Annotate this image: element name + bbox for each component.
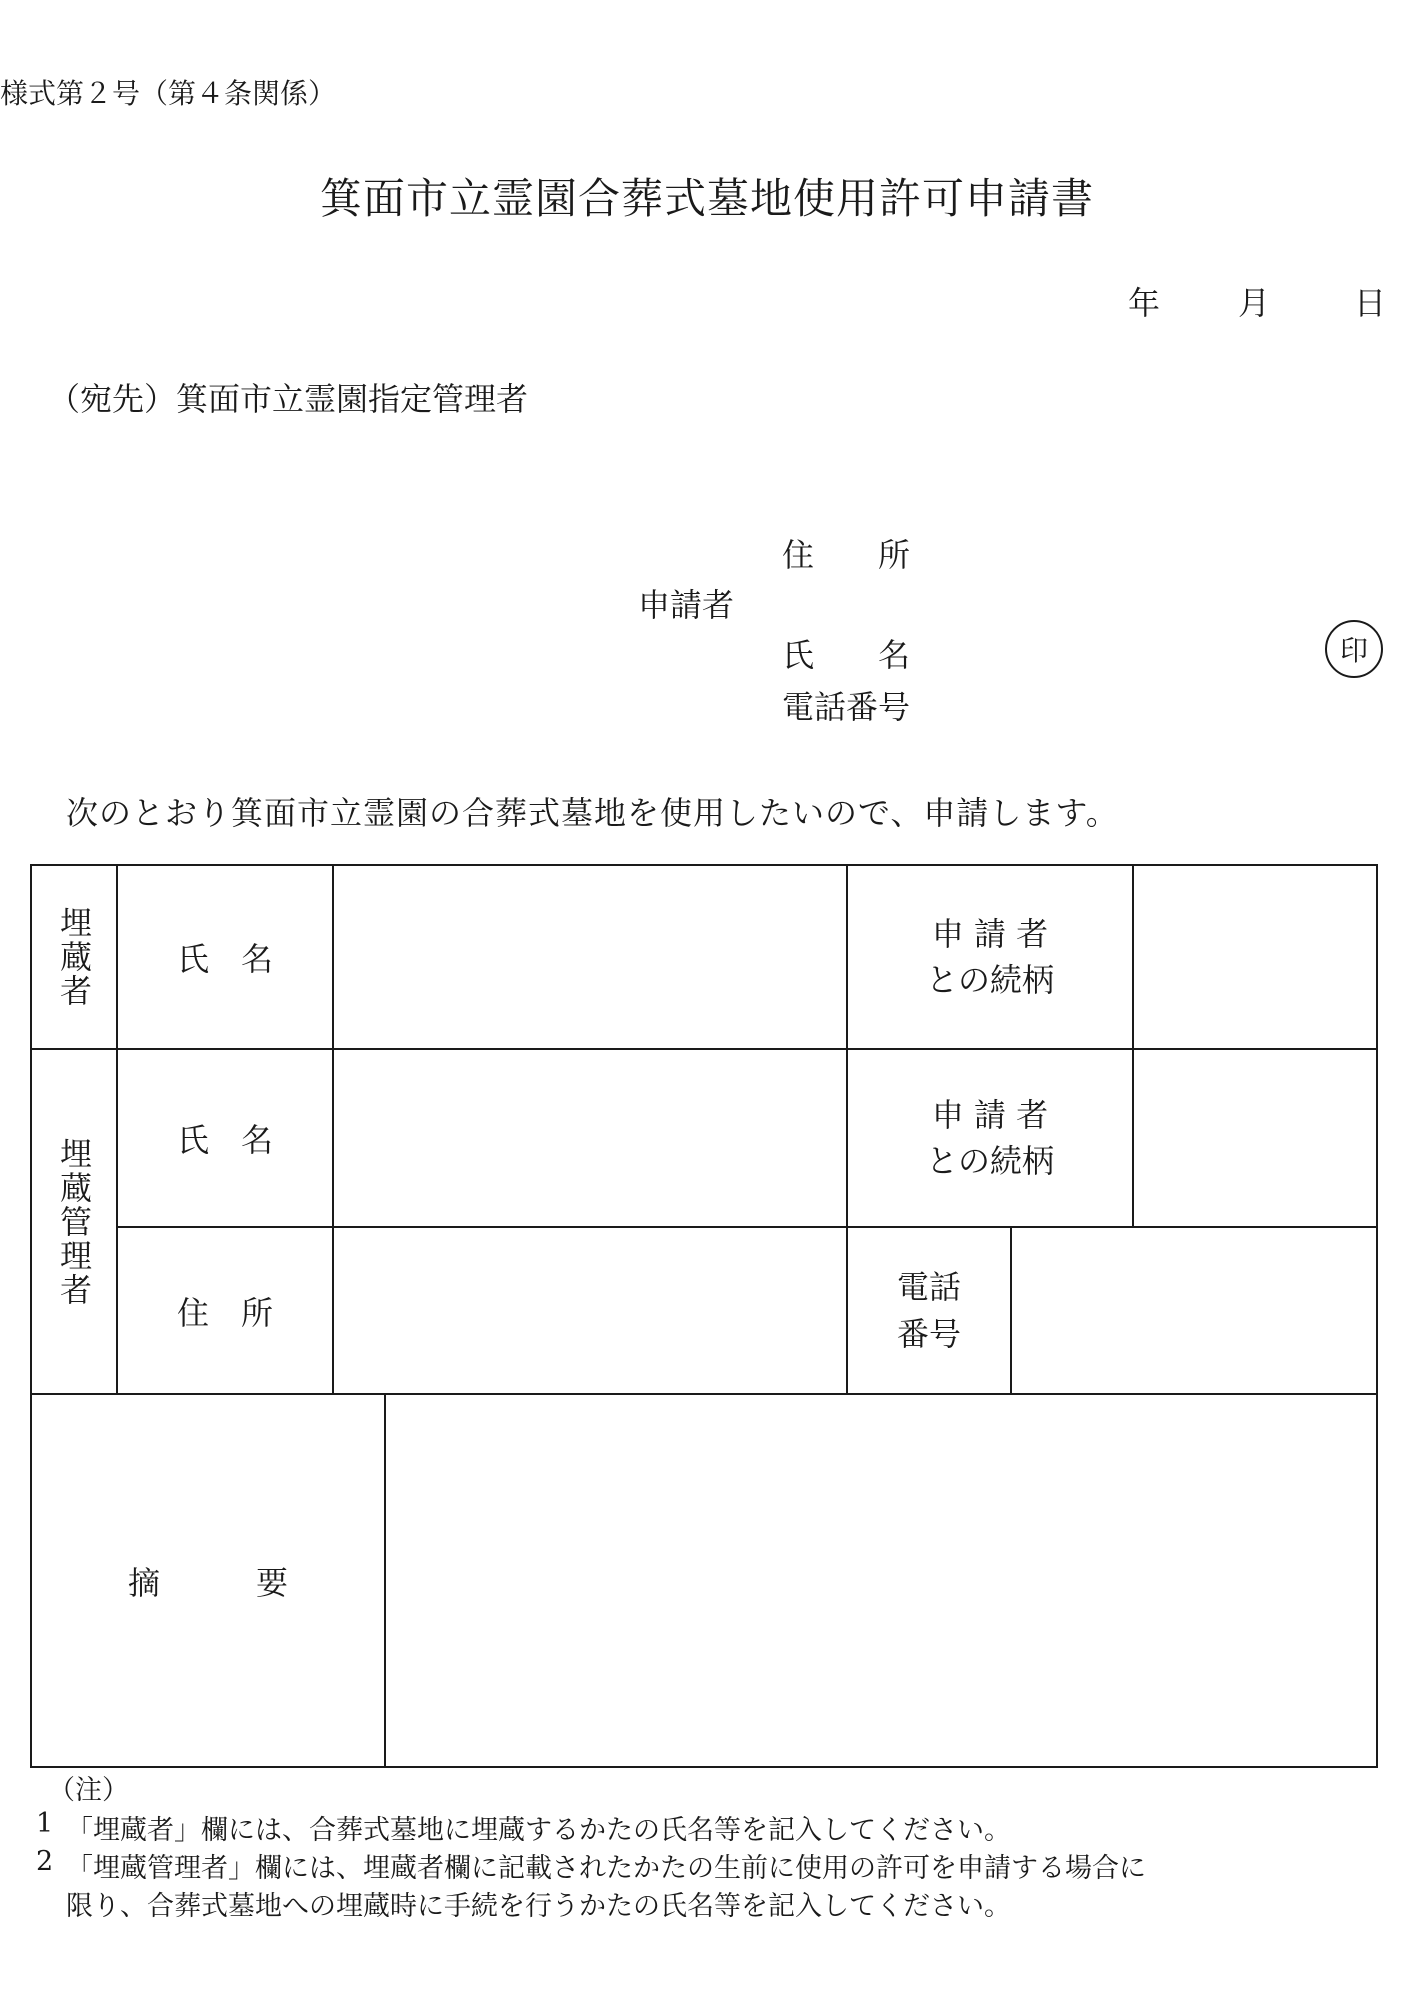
manager-phone-field[interactable] <box>1012 1228 1376 1393</box>
page-title: 箕面市立霊園合葬式墓地使用許可申請書 <box>319 174 1094 223</box>
deceased-relation-label: 申 請 者 との続柄 <box>925 914 1054 999</box>
applicant-address-label: 住 所 <box>782 536 911 574</box>
deceased-name-field[interactable] <box>334 866 846 1048</box>
date-month-label: 月 <box>1238 284 1271 322</box>
manager-address-field[interactable] <box>334 1228 846 1393</box>
note-text: 「埋蔵管理者」欄には、埋蔵者欄に記載されたかたの生前に使用の許可を申請する場合に <box>66 1853 1146 1884</box>
remarks-label: 摘 要 <box>127 1563 288 1602</box>
manager-phone-label: 電話 番号 <box>896 1268 961 1353</box>
date-day-label: 日 <box>1354 284 1387 322</box>
table-border-right <box>1376 864 1378 1768</box>
intro-text: 次のとおり箕面市立霊園の合葬式墓地を使用したいので、申請します。 <box>66 794 1119 832</box>
manager-section-label: 埋蔵管理者 <box>55 1136 93 1307</box>
manager-address-label: 住 所 <box>176 1293 273 1332</box>
note-text: 「埋蔵者」欄には、合葬式墓地に埋蔵するかたの氏名等を記入してください。 <box>66 1815 1011 1846</box>
applicant-phone-label: 電話番号 <box>782 688 911 726</box>
note-number: 1 <box>36 1808 54 1839</box>
deceased-name-label: 氏 名 <box>176 940 273 978</box>
applicant-name-label: 氏 名 <box>782 636 911 674</box>
table-border-bottom <box>30 1766 1378 1768</box>
applicant-label: 申請者 <box>638 586 735 624</box>
seal-mark: 印 <box>1325 620 1383 678</box>
deceased-section-label: 埋蔵者 <box>55 906 93 1008</box>
deceased-relation-field[interactable] <box>1134 866 1376 1048</box>
manager-name-label: 氏 名 <box>176 1121 273 1159</box>
date-year-label: 年 <box>1128 284 1161 322</box>
form-number: 様式第２号（第４条関係） <box>0 77 337 110</box>
note-text-continued: 限り、合葬式墓地への埋蔵時に手続を行うかたの氏名等を記入してください。 <box>66 1891 1011 1922</box>
note-number: 2 <box>36 1846 54 1877</box>
addressee: （宛先）箕面市立霊園指定管理者 <box>48 380 529 418</box>
remarks-field[interactable] <box>386 1395 1376 1766</box>
manager-relation-label: 申 請 者 との続柄 <box>925 1095 1054 1180</box>
manager-relation-field[interactable] <box>1134 1050 1376 1226</box>
notes-heading: （注） <box>48 1775 129 1806</box>
manager-name-field[interactable] <box>334 1050 846 1226</box>
